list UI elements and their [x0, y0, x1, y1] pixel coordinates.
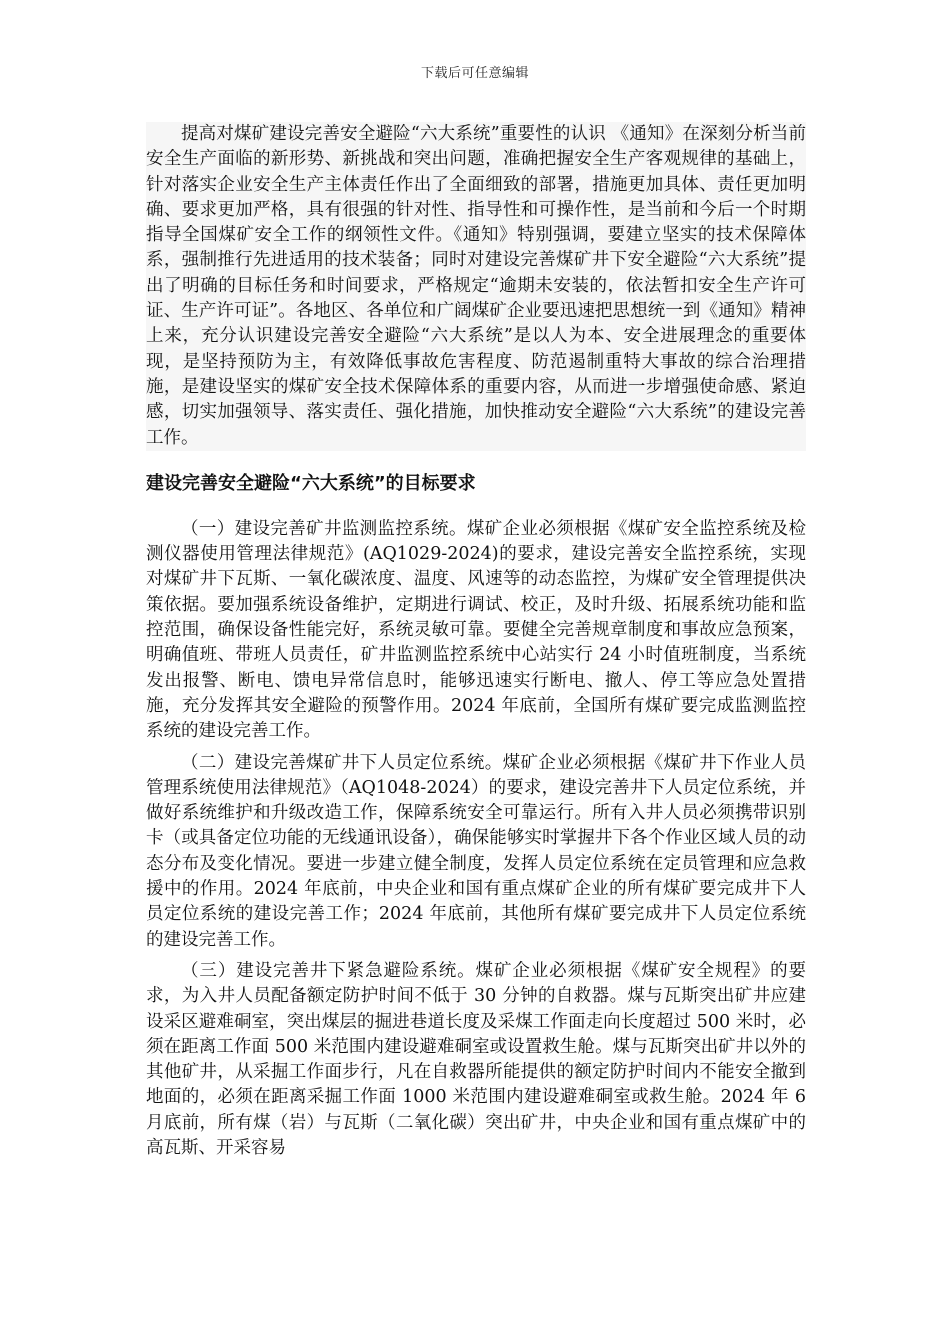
- page-header: 下载后可任意编辑: [420, 66, 529, 81]
- paragraph-item-2: （二）建设完善煤矿井下人员定位系统。煤矿企业必须根据《煤矿井下作业人员管理系统使用法律规范》（AQ1048-2024）的要求，建设完善井下人员定位系统，并做好系统维护和升级改造工作，保障系统安全可靠运行。所有入井人员必须携带识别卡（或具备定位功能的无线通讯设备），确保能够实时掌握井下各个作业区域人员的动态分布及变化情况。要进一步建立健全制度，发挥人员定位系统在定员管理和应急救援中的作用。2024 年底前，中央企业和国有重点煤矿企业的所有煤矿要完成井下人员定位系统的建设完善工作；2024 年底前，其他所有煤矿要完成井下人员定位系统的建设完善工作。: [146, 752, 806, 950]
- paragraph-item-1: （一）建设完善矿井监测监控系统。煤矿企业必须根据《煤矿安全监控系统及检测仪器使用管理法律规范》(AQ1029-2024)的要求，建设完善安全监控系统，实现对煤矿井下瓦斯、一氧化碳浓度、温度、风速等的动态监控，为煤矿安全管理提供决策依据。要加强系统设备维护，定期进行调试、校正，及时升级、拓展系统功能和监控范围，确保设备性能完好，系统灵敏可靠。要健全完善规章制度和事故应急预案，明确值班、带班人员责任，矿井监测监控系统中心站实行 24 小时值班制度，当系统发出报警、断电、馈电异常信息时，能够迅速实行断电、撤人、停工等应急处置措施，充分发挥其安全避险的预警作用。2024 年底前，全国所有煤矿要完成监测监控系统的建设完善工作。: [146, 518, 806, 742]
- section-heading: 建设完善安全避险“六大系统”的目标要求: [146, 472, 476, 494]
- paragraph-item-3: （三）建设完善井下紧急避险系统。煤矿企业必须根据《煤矿安全规程》的要求，为入井人员配备额定防护时间不低于 30 分钟的自救器。煤与瓦斯突出矿井应建设采区避难硐室，突出煤层的掘进巷道长度及采煤工作面走向长度超过 500 米时，必须在距离工作面 500 米范围内建设避难硐室或设置救生舱。煤与瓦斯突出矿井以外的其他矿井，从采掘工作面步行，凡在自救器所能提供的额定防护时间内不能安全撤到地面的，必须在距离采掘工作面 1000 米范围内建设避难硐室或救生舱。2024 年 6 月底前，所有煤（岩）与瓦斯（二氧化碳）突出矿井，中央企业和国有重点煤矿中的高瓦斯、开采容易: [146, 960, 806, 1158]
- intro-paragraph-block: [146, 122, 806, 451]
- document-body: [146, 122, 806, 1161]
- intro-paragraph: 提高对煤矿建设完善安全避险“六大系统”重要性的认识 《通知》在深刻分析当前安全生产面临的新形势、新挑战和突出问题，准确把握安全生产客观规律的基础上，针对落实企业安全生产主体责任作出了全面细致的部署，措施更加具体、责任更加明确、要求更加严格，具有很强的针对性、指导性和可操作性，是当前和今后一个时期指导全国煤矿安全工作的纲领性文件。《通知》特别强调，要建立坚实的技术保障体系，强制推行先进适用的技术装备；同时对建设完善煤矿井下安全避险“六大系统”提出了明确的目标任务和时间要求，严格规定“逾期未安装的，依法暂扣安全生产许可证、生产许可证”。各地区、各单位和广阔煤矿企业要迅速把思想统一到《通知》精神上来，充分认识建设完善安全避险“六大系统”是以人为本、安全进展理念的重要体现，是坚持预防为主，有效降低事故危害程度、防范遏制重特大事故的综合治理措施，是建设坚实的煤矿安全技术保障体系的重要内容，从而进一步增强使命感、紧迫感，切实加强领导、落实责任、强化措施，加快推动安全避险“六大系统”的建设完善工作。: [146, 124, 806, 448]
